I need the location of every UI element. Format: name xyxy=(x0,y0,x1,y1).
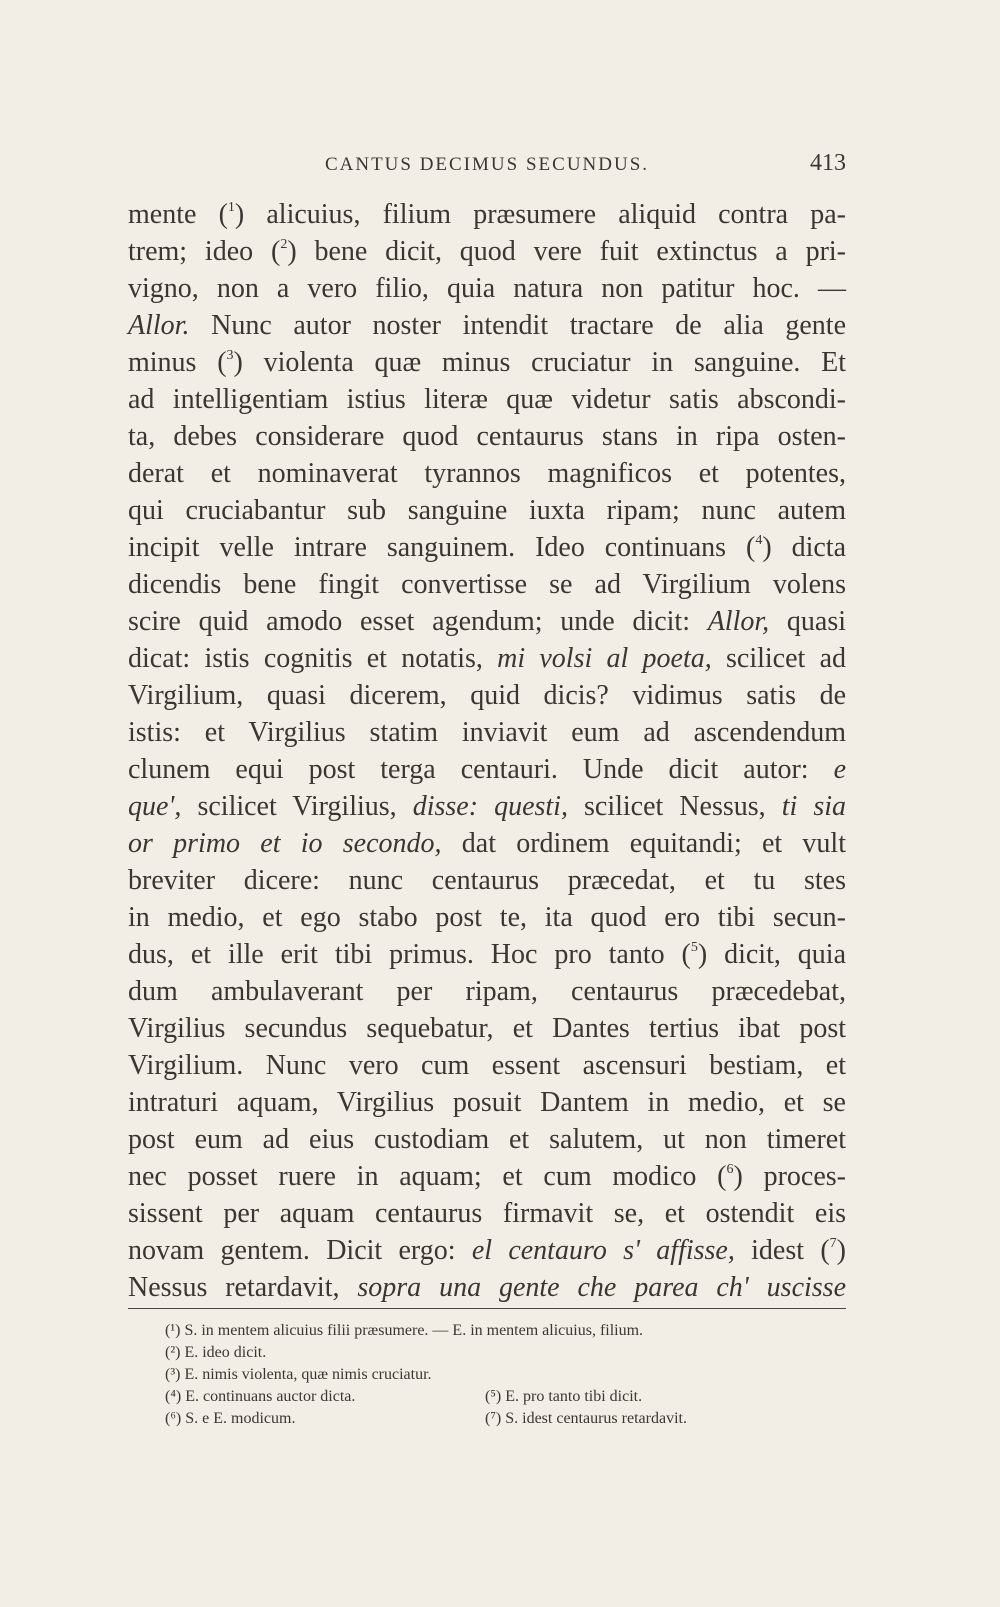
footnote-ref: 7 xyxy=(829,1236,837,1251)
text-line: Virgilium. Nunc vero cum essent ascensuri bestiam, et xyxy=(128,1050,846,1081)
text-line: qui cruciabantur sub sanguine iuxta ripam; nunc autem xyxy=(128,495,846,526)
text-line: ta, debes considerare quod centaurus stans in ripa osten- xyxy=(128,421,846,452)
text-line: istis: et Virgilius statim inviavit eum ad ascendendum xyxy=(128,717,846,748)
text-line: nec posset ruere in aquam; et cum modico ($^6$) proces- xyxy=(128,1161,847,1192)
text-line: vigno, non a vero filio, quia natura non patitur hoc. — xyxy=(128,273,846,304)
footnote: (³) E. nimis violenta, quæ nimis cruciatur. xyxy=(165,1366,432,1383)
footnote: (¹) S. in mentem alicuius filii præsumere. — E. in mentem alicuius, filium. xyxy=(165,1322,644,1339)
text-line: que', scilicet Virgilius, disse: questi, scilicet Nessus, ti sia xyxy=(128,791,846,822)
footnote-row xyxy=(165,1386,855,1408)
text-line: Allor. Nunc autor noster intendit tractare de alia gente xyxy=(128,310,846,341)
main-text xyxy=(128,196,846,1306)
text-line: dus, et ille erit tibi primus. Hoc pro tanto ($^5$) dicit, quia xyxy=(128,939,846,970)
footnote-row xyxy=(165,1408,855,1430)
text-line: dum ambulaverant per ripam, centaurus præcedebat, xyxy=(128,976,846,1007)
text-line: clunem equi post terga centauri. Unde dicit autor: e xyxy=(128,754,846,785)
text-line: sissent per aquam centaurus firmavit se, et ostendit eis xyxy=(128,1198,846,1229)
text-line: Virgilium, quasi dicerem, quid dicis? vidimus satis de xyxy=(128,680,846,711)
text-line: Virgilius secundus sequebatur, et Dantes tertius ibat post xyxy=(128,1013,846,1044)
footnote-ref: 3 xyxy=(226,348,234,363)
footnote-ref: 4 xyxy=(755,533,763,548)
text-line: incipit velle intrare sanguinem. Ideo continuans ($^4$) dicta xyxy=(128,532,846,563)
footnote: (⁵) E. pro tanto tibi dicit. xyxy=(485,1388,643,1405)
footnote-divider xyxy=(128,1308,846,1309)
text-line: or primo et io secondo, dat ordinem equitandi; et vult xyxy=(128,828,846,859)
text-line: novam gentem. Dicit ergo: el centauro s' affisse, idest ($^7$) xyxy=(128,1235,846,1266)
running-title: CANTUS DECIMUS SECUNDUS. xyxy=(324,154,650,175)
text-line: ad intelligentiam istius literæ quæ videtur satis abscondi- xyxy=(128,384,846,415)
text-line: derat et nominaverat tyrannos magnificos et potentes, xyxy=(128,458,846,489)
text-line: dicendis bene fingit convertisse se ad Virgilium volens xyxy=(128,569,846,600)
footnote: (²) E. ideo dicit. xyxy=(165,1344,267,1361)
text-line: in medio, et ego stabo post te, ita quod ero tibi secun- xyxy=(128,902,846,933)
footnote: (⁷) S. idest centaurus retardavit. xyxy=(485,1410,687,1427)
running-head xyxy=(128,150,846,180)
footnotes xyxy=(165,1320,855,1430)
footnote-ref: 2 xyxy=(280,237,288,252)
text-line: scire quid amodo esset agendum; unde dicit: Allor, quasi xyxy=(128,606,846,637)
text-line: minus ($^3$) violenta quæ minus cruciatur in sanguine. Et xyxy=(128,347,846,378)
text-line: mente ($^1$) alicuius, filium præsumere aliquid contra pa- xyxy=(128,199,846,230)
text-line: dicat: istis cognitis et notatis, mi volsi al poeta, scilicet ad xyxy=(128,643,846,674)
footnote-ref: 6 xyxy=(726,1162,734,1177)
footnote-ref: 1 xyxy=(227,200,235,215)
text-line: breviter dicere: nunc centaurus præcedat, et tu stes xyxy=(128,865,846,896)
page-number: 413 xyxy=(810,150,846,176)
text-line: post eum ad eius custodiam et salutem, ut non timeret xyxy=(128,1124,846,1155)
footnote: (⁴) E. continuans auctor dicta. xyxy=(165,1388,356,1405)
text-line: Nessus retardavit, sopra una gente che parea ch' uscisse xyxy=(128,1272,847,1303)
footnote: (⁶) S. e E. modicum. xyxy=(165,1410,296,1427)
text-line: intraturi aquam, Virgilius posuit Dantem in medio, et se xyxy=(128,1087,846,1118)
text-line: trem; ideo ($^2$) bene dicit, quod vere fuit extinctus a pri- xyxy=(128,236,847,267)
footnote-ref: 5 xyxy=(690,940,698,955)
